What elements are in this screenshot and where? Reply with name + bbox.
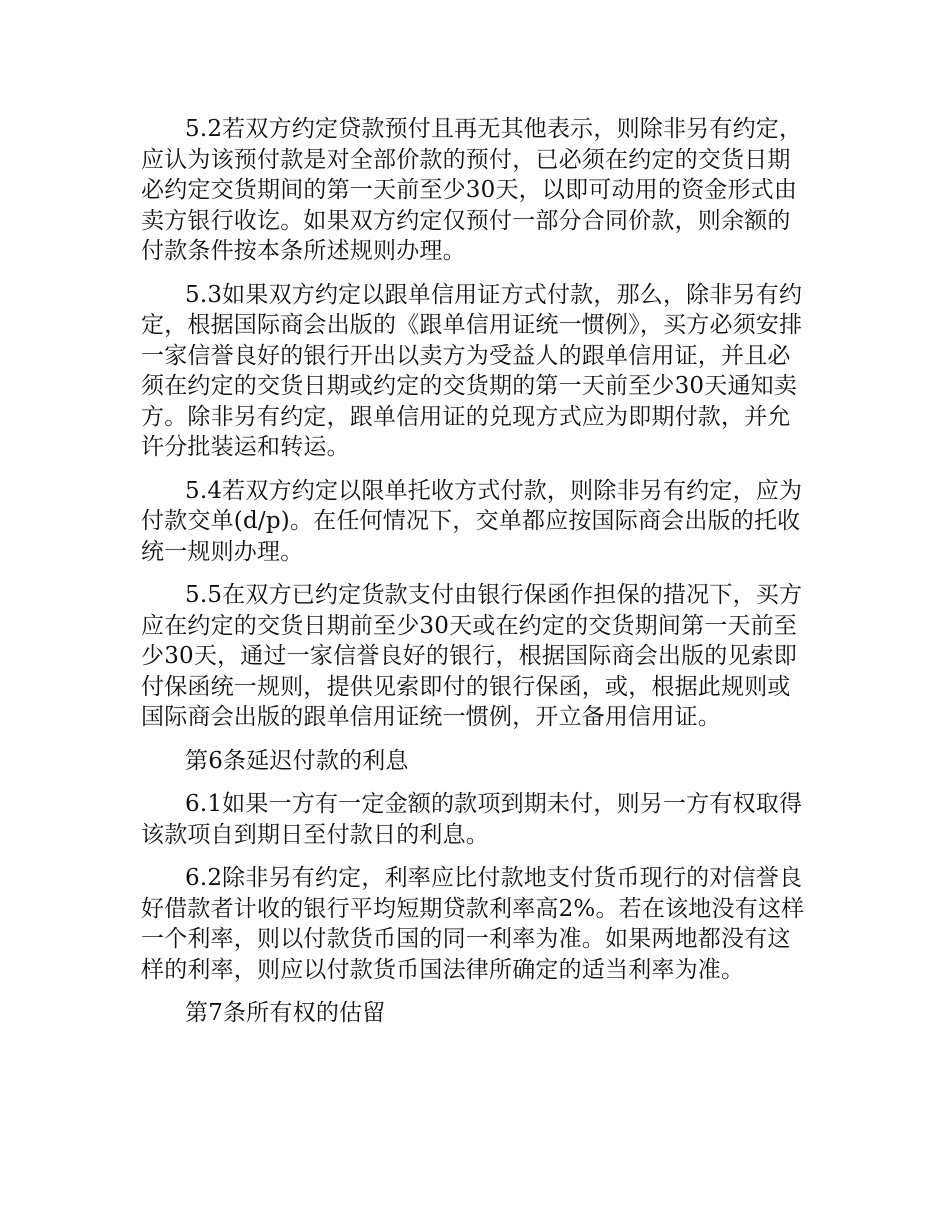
clause-5-3-paragraph: 5.3如果双方约定以跟单信用证方式付款，那么，除非另有约定，根据国际商会出版的《跟单信用证统一惯例》，买方必须安排一家信誉良好的银行开出以卖方为受益人的跟单信用证，并且必须在约定的交货日期或约定的交货期的第一天前至少30天通知卖方。除非另有约定，跟单信用证的兑现方式应为即期付款，并允许分批装运和转运。: [141, 281, 803, 460]
clause-6-2-paragraph: 6.2除非另有约定，利率应比付款地支付货币现行的对信誉良好借款者计收的银行平均短期贷款利率高2%。若在该地没有这样一个利率，则以付款货币国的同一利率为准。如果两地都没有这样的利率，则应以付款货币国法律所确定的适当利率为准。: [141, 865, 805, 983]
clause-5-2-paragraph: 5.2若双方约定贷款预付且再无其他表示，则除非另有约定，应认为该预付款是对全部价款的预付，已必须在约定的交货日期必约定交货期间的第一天前至少30天，以即可动用的资金形式由卖方银行收讫。如果双方约定仅预付一部分合同价款，则余额的付款条件按本条所述规则办理。: [141, 116, 803, 264]
clause-5-5-paragraph: 5.5在双方已约定货款支付由银行保函作担保的措况下，买方应在约定的交货日期前至少30天或在约定的交货期间第一天前至少30天，通过一家信誉良好的银行，根据国际商会出版的见索即付保函统一规则，提供见索即付的银行保函，或，根据此规则或国际商会出版的跟单信用证统一惯例，开立备用信用证。: [141, 582, 803, 730]
clause-6-1-paragraph: 6.1如果一方有一定金额的款项到期未付，则另一方有权取得该款项自到期日至付款日的利息。: [141, 791, 803, 848]
article-7-heading: 第7条所有权的估留: [185, 1000, 386, 1026]
clause-5-4-paragraph: 5.4若双方约定以限单托收方式付款，则除非另有约定，应为付款交单(d/p)。在任何情况下，交单都应按国际商会出版的托收统一规则办理。: [141, 477, 803, 565]
article-6-heading: 第6条延迟付款的利息: [185, 747, 409, 774]
document-body: [141, 114, 813, 1042]
